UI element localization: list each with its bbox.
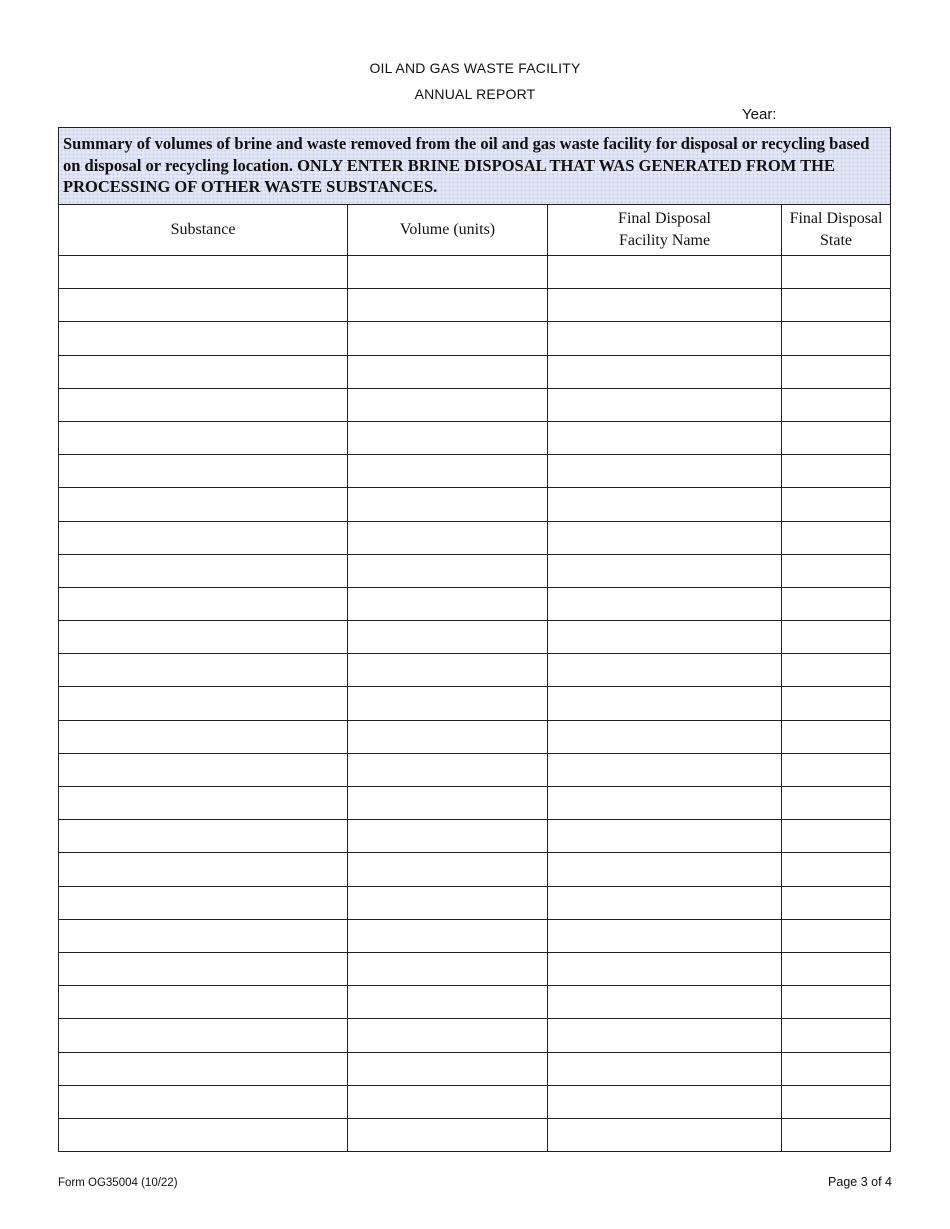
table-cell	[782, 488, 891, 521]
table-cell	[782, 886, 891, 919]
table-cell	[59, 1019, 348, 1052]
table-cell	[782, 654, 891, 687]
table-cell	[59, 355, 348, 388]
table-row	[59, 919, 891, 952]
table-cell	[782, 521, 891, 554]
state-input[interactable]	[782, 488, 890, 520]
table-cell	[782, 322, 891, 355]
table-cell	[548, 488, 782, 521]
state-input[interactable]	[782, 687, 890, 719]
substance-input[interactable]	[59, 289, 347, 321]
table-cell	[59, 455, 348, 488]
volume-input[interactable]	[348, 853, 547, 885]
table-cell	[59, 820, 348, 853]
state-input[interactable]	[782, 555, 890, 587]
table-cell	[548, 322, 782, 355]
table-cell	[348, 986, 548, 1019]
table-cell	[348, 1019, 548, 1052]
table-cell	[348, 820, 548, 853]
table-row	[59, 488, 891, 521]
substance-input[interactable]	[59, 953, 347, 985]
substance-input[interactable]	[59, 1119, 347, 1151]
column-header-label: Substance	[170, 221, 236, 238]
table-cell	[548, 853, 782, 886]
table-cell	[782, 787, 891, 820]
volume-input[interactable]	[348, 721, 547, 753]
facility-name-input[interactable]	[548, 422, 781, 454]
facility-name-input[interactable]	[548, 721, 781, 753]
table-cell	[59, 687, 348, 720]
table-cell	[348, 388, 548, 421]
column-header-label: Final Disposal	[618, 210, 711, 227]
table-cell	[548, 753, 782, 786]
table-cell	[782, 388, 891, 421]
table-cell	[548, 986, 782, 1019]
substance-input[interactable]	[59, 356, 347, 388]
state-input[interactable]	[782, 588, 890, 620]
table-cell	[548, 952, 782, 985]
table-row	[59, 687, 891, 720]
facility-name-input[interactable]	[548, 455, 781, 487]
volume-input[interactable]	[348, 356, 547, 388]
table-cell	[548, 621, 782, 654]
table-cell	[548, 1118, 782, 1151]
table-row	[59, 421, 891, 454]
substance-input[interactable]	[59, 920, 347, 952]
volume-input[interactable]	[348, 687, 547, 719]
table-cell	[59, 853, 348, 886]
volume-input[interactable]	[348, 1019, 547, 1051]
substance-input[interactable]	[59, 1019, 347, 1051]
form-title: OIL AND GAS WASTE FACILITY	[369, 60, 581, 76]
column-header-label: State	[820, 232, 853, 249]
table-cell	[548, 388, 782, 421]
state-input[interactable]	[782, 920, 890, 952]
table-cell	[59, 521, 348, 554]
table-cell	[348, 289, 548, 322]
substance-input[interactable]	[59, 1053, 347, 1085]
facility-name-input[interactable]	[548, 621, 781, 653]
volume-input[interactable]	[348, 322, 547, 354]
table-cell	[59, 554, 348, 587]
facility-name-input[interactable]	[548, 986, 781, 1018]
table-cell	[348, 886, 548, 919]
state-input[interactable]	[782, 887, 890, 919]
substance-input[interactable]	[59, 853, 347, 885]
state-input[interactable]	[782, 1086, 890, 1118]
table-cell	[548, 256, 782, 289]
column-header-state	[782, 205, 891, 256]
substance-input[interactable]	[59, 488, 347, 520]
table-cell	[59, 787, 348, 820]
substance-input[interactable]	[59, 621, 347, 653]
substance-input[interactable]	[59, 322, 347, 354]
table-cell	[59, 587, 348, 620]
volume-input[interactable]	[348, 389, 547, 421]
table-cell	[348, 1085, 548, 1118]
state-input[interactable]	[782, 853, 890, 885]
table-row	[59, 820, 891, 853]
table-row	[59, 886, 891, 919]
state-input[interactable]	[782, 322, 890, 354]
table-cell	[548, 654, 782, 687]
table-cell	[782, 820, 891, 853]
volume-input[interactable]	[348, 986, 547, 1018]
state-input[interactable]	[782, 654, 890, 686]
state-input[interactable]	[782, 1119, 890, 1151]
facility-name-input[interactable]	[548, 687, 781, 719]
table-cell	[782, 587, 891, 620]
table-cell	[59, 886, 348, 919]
table-cell	[782, 952, 891, 985]
table-cell	[548, 687, 782, 720]
table-cell	[348, 587, 548, 620]
volume-input[interactable]	[348, 1053, 547, 1085]
table-cell	[59, 1052, 348, 1085]
table-cell	[348, 621, 548, 654]
table-cell	[548, 421, 782, 454]
table-row	[59, 1118, 891, 1151]
facility-name-input[interactable]	[548, 322, 781, 354]
volume-input[interactable]	[348, 555, 547, 587]
table-row	[59, 952, 891, 985]
table-cell	[59, 952, 348, 985]
table-row	[59, 355, 891, 388]
volume-input[interactable]	[348, 654, 547, 686]
table-cell	[782, 687, 891, 720]
facility-name-input[interactable]	[548, 654, 781, 686]
table-row	[59, 1085, 891, 1118]
table-cell	[348, 787, 548, 820]
table-cell	[782, 853, 891, 886]
facility-name-input[interactable]	[548, 853, 781, 885]
table-cell	[348, 654, 548, 687]
table-row	[59, 753, 891, 786]
table-cell	[59, 289, 348, 322]
table-cell	[548, 554, 782, 587]
table-row	[59, 720, 891, 753]
table-row	[59, 289, 891, 322]
substance-input[interactable]	[59, 986, 347, 1018]
table-cell	[348, 1052, 548, 1085]
table-cell	[348, 952, 548, 985]
column-header-facility-name	[548, 205, 782, 256]
facility-name-input[interactable]	[548, 1019, 781, 1051]
page-number: Page 3 of 4	[828, 1175, 892, 1189]
table-cell	[782, 1052, 891, 1085]
volume-input[interactable]	[348, 422, 547, 454]
state-input[interactable]	[782, 1019, 890, 1051]
table-row	[59, 587, 891, 620]
table-cell	[348, 455, 548, 488]
volume-input[interactable]	[348, 289, 547, 321]
volume-input[interactable]	[348, 588, 547, 620]
table-cell	[348, 919, 548, 952]
column-header-label: Final Disposal	[789, 210, 883, 227]
facility-name-input[interactable]	[548, 389, 781, 421]
facility-name-input[interactable]	[548, 555, 781, 587]
substance-input[interactable]	[59, 422, 347, 454]
facility-name-input[interactable]	[548, 1053, 781, 1085]
table-cell	[59, 919, 348, 952]
table-cell	[782, 720, 891, 753]
volume-input[interactable]	[348, 621, 547, 653]
table-cell	[548, 787, 782, 820]
table-cell	[782, 986, 891, 1019]
table-row	[59, 986, 891, 1019]
facility-name-input[interactable]	[548, 787, 781, 819]
year-label: Year:	[742, 106, 777, 123]
table-cell	[782, 1118, 891, 1151]
volume-input[interactable]	[348, 522, 547, 554]
table-cell	[548, 1052, 782, 1085]
state-input[interactable]	[782, 522, 890, 554]
table-row	[59, 787, 891, 820]
table-cell	[59, 720, 348, 753]
state-input[interactable]	[782, 256, 890, 288]
facility-name-input[interactable]	[548, 953, 781, 985]
table-cell	[548, 886, 782, 919]
table-cell	[782, 621, 891, 654]
table-cell	[782, 753, 891, 786]
facility-name-input[interactable]	[548, 754, 781, 786]
table-cell	[59, 256, 348, 289]
volume-input[interactable]	[348, 920, 547, 952]
table-cell	[348, 753, 548, 786]
table-cell	[348, 554, 548, 587]
facility-name-input[interactable]	[548, 256, 781, 288]
table-cell	[782, 256, 891, 289]
table-cell	[782, 919, 891, 952]
volume-input[interactable]	[348, 820, 547, 852]
table-cell	[348, 687, 548, 720]
substance-input[interactable]	[59, 687, 347, 719]
table-cell	[348, 256, 548, 289]
state-input[interactable]	[782, 621, 890, 653]
form-subtitle: ANNUAL REPORT	[414, 86, 536, 102]
table-cell	[59, 488, 348, 521]
state-input[interactable]	[782, 986, 890, 1018]
state-input[interactable]	[782, 1053, 890, 1085]
state-input[interactable]	[782, 422, 890, 454]
table-cell	[59, 421, 348, 454]
table-row	[59, 388, 891, 421]
substance-input[interactable]	[59, 1086, 347, 1118]
table-cell	[782, 554, 891, 587]
substance-input[interactable]	[59, 654, 347, 686]
table-cell	[59, 1085, 348, 1118]
table-cell	[548, 820, 782, 853]
table-cell	[782, 1085, 891, 1118]
table-cell	[348, 521, 548, 554]
disposal-table	[58, 127, 891, 1152]
substance-input[interactable]	[59, 820, 347, 852]
table-cell	[782, 1019, 891, 1052]
table-row	[59, 621, 891, 654]
substance-input[interactable]	[59, 389, 347, 421]
volume-input[interactable]	[348, 787, 547, 819]
facility-name-input[interactable]	[548, 488, 781, 520]
table-cell	[59, 753, 348, 786]
table-cell	[548, 289, 782, 322]
facility-name-input[interactable]	[548, 588, 781, 620]
table-row	[59, 654, 891, 687]
state-input[interactable]	[782, 389, 890, 421]
facility-name-input[interactable]	[548, 820, 781, 852]
facility-name-input[interactable]	[548, 920, 781, 952]
facility-name-input[interactable]	[548, 356, 781, 388]
form-number: Form OG35004 (10/22)	[58, 1177, 178, 1189]
table-cell	[59, 986, 348, 1019]
column-header-substance	[59, 205, 348, 256]
table-header-row	[59, 205, 891, 256]
table-cell	[348, 853, 548, 886]
section-instructions: Summary of volumes of brine and waste removed from the oil and gas waste facility for disposal or recycling based on disposal or recycling location. ONLY ENTER BRINE DISPOSAL THAT WAS GENERATED FROM THE PROCESSING OF OTHER WASTE SUBSTANCES.	[59, 128, 891, 205]
substance-input[interactable]	[59, 256, 347, 288]
table-cell	[782, 355, 891, 388]
substance-input[interactable]	[59, 588, 347, 620]
volume-input[interactable]	[348, 754, 547, 786]
table-cell	[59, 388, 348, 421]
table-row	[59, 1052, 891, 1085]
state-input[interactable]	[782, 289, 890, 321]
facility-name-input[interactable]	[548, 1119, 781, 1151]
table-cell	[348, 355, 548, 388]
table-cell	[782, 421, 891, 454]
table-row	[59, 455, 891, 488]
table-cell	[348, 322, 548, 355]
table-cell	[348, 1118, 548, 1151]
state-input[interactable]	[782, 787, 890, 819]
column-header-label: Volume (units)	[399, 221, 496, 238]
column-header-volume	[348, 205, 548, 256]
table-cell	[348, 421, 548, 454]
table-cell	[548, 355, 782, 388]
table-cell	[548, 720, 782, 753]
column-header-label: Facility Name	[618, 232, 711, 249]
facility-name-input[interactable]	[548, 522, 781, 554]
table-cell	[782, 455, 891, 488]
table-cell	[548, 521, 782, 554]
table-cell	[548, 1085, 782, 1118]
table-cell	[59, 1118, 348, 1151]
table-cell	[548, 919, 782, 952]
state-input[interactable]	[782, 820, 890, 852]
table-row	[59, 853, 891, 886]
substance-input[interactable]	[59, 555, 347, 587]
table-cell	[59, 322, 348, 355]
volume-input[interactable]	[348, 455, 547, 487]
volume-input[interactable]	[348, 1119, 547, 1151]
substance-input[interactable]	[59, 787, 347, 819]
table-cell	[348, 720, 548, 753]
table-row	[59, 322, 891, 355]
substance-input[interactable]	[59, 887, 347, 919]
table-row	[59, 554, 891, 587]
volume-input[interactable]	[348, 887, 547, 919]
facility-name-input[interactable]	[548, 289, 781, 321]
substance-input[interactable]	[59, 522, 347, 554]
table-cell	[548, 1019, 782, 1052]
table-cell	[548, 455, 782, 488]
volume-input[interactable]	[348, 488, 547, 520]
table-cell	[548, 587, 782, 620]
volume-input[interactable]	[348, 953, 547, 985]
table-row	[59, 1019, 891, 1052]
state-input[interactable]	[782, 721, 890, 753]
state-input[interactable]	[782, 455, 890, 487]
state-input[interactable]	[782, 953, 890, 985]
table-cell	[348, 488, 548, 521]
table-cell	[59, 621, 348, 654]
state-input[interactable]	[782, 754, 890, 786]
substance-input[interactable]	[59, 455, 347, 487]
table-cell	[59, 654, 348, 687]
volume-input[interactable]	[348, 1086, 547, 1118]
table-cell	[782, 289, 891, 322]
table-row	[59, 521, 891, 554]
table-row	[59, 256, 891, 289]
substance-input[interactable]	[59, 754, 347, 786]
volume-input[interactable]	[348, 256, 547, 288]
substance-input[interactable]	[59, 721, 347, 753]
year-input[interactable]	[782, 106, 888, 126]
state-input[interactable]	[782, 356, 890, 388]
facility-name-input[interactable]	[548, 1086, 781, 1118]
facility-name-input[interactable]	[548, 887, 781, 919]
